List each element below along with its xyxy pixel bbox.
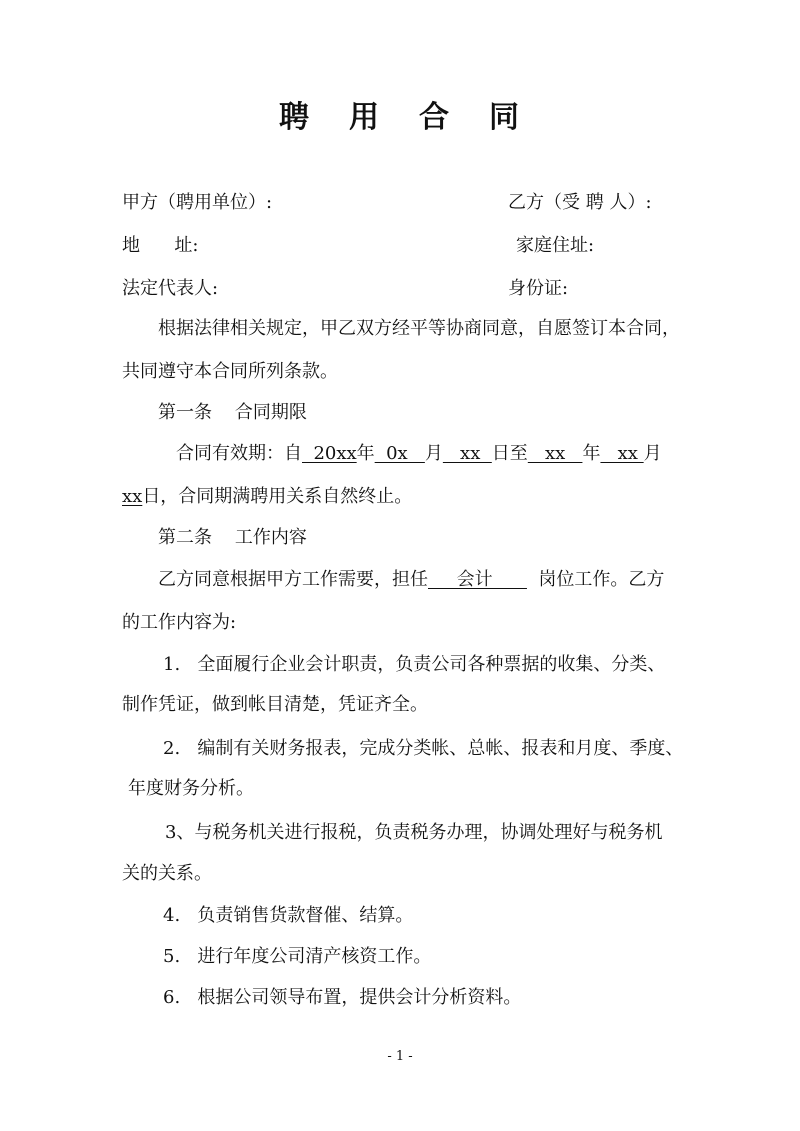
intro-paragraph-line: 共同遵守本合同所列条款。 — [122, 361, 338, 382]
job-duties-intro: 的工作内容为: — [122, 612, 237, 633]
duty-item: 关的关系。 — [122, 863, 212, 884]
home-address-label: 家庭住址: — [516, 235, 595, 256]
term-text: 月 — [643, 443, 662, 464]
duty-item: 2. 编制有关财务报表，完成分类帐、总帐、报表和月度、季度、 — [163, 738, 684, 759]
article-2-heading: 第二条 工作内容 — [158, 527, 307, 548]
page-number: - 1 - — [387, 1049, 413, 1064]
title-char: 用 — [349, 100, 381, 135]
duty-item: 4. 负责销售货款督催、结算。 — [163, 905, 414, 926]
title-char: 同 — [489, 100, 521, 135]
term-suffix: 日，合同期满聘用关系自然终止。 — [142, 486, 413, 507]
position-blank: 会计 — [428, 569, 527, 590]
term-text: 年 — [356, 443, 375, 464]
end-month-blank: xx — [600, 443, 644, 464]
contract-term-line — [176, 442, 662, 466]
duty-item: 6. 根据公司领导布置，提供会计分析资料。 — [163, 987, 522, 1008]
title-char: 合 — [419, 100, 451, 135]
start-year-blank: 20xx — [302, 443, 357, 464]
party-b-label: 乙方（受 聘 人）: — [508, 192, 652, 213]
intro-paragraph-line: 根据法律相关规定，甲乙双方经平等协商同意，自愿签订本合同， — [158, 318, 680, 339]
end-year-blank: xx — [527, 443, 583, 464]
duty-item: 1. 全面履行企业会计职责，负责公司各种票据的收集、分类、 — [163, 654, 666, 675]
address-label: 地 址: — [122, 235, 199, 256]
title-char: 聘 — [279, 100, 311, 135]
job-position-line — [158, 568, 664, 592]
duty-item: 5. 进行年度公司清产核资工作。 — [163, 946, 432, 967]
end-day-blank: xx — [122, 486, 143, 507]
job-suffix: 岗位工作。乙方 — [526, 569, 665, 590]
article-1-heading: 第一条 合同期限 — [158, 402, 307, 423]
duty-item: 制作凭证，做到帐目清楚，凭证齐全。 — [122, 694, 428, 715]
term-text: 年 — [582, 443, 601, 464]
job-prefix: 乙方同意根据甲方工作需要，担任 — [158, 569, 428, 590]
contract-term-line — [122, 485, 412, 509]
term-text: 月 — [424, 443, 443, 464]
duty-item: 3、与税务机关进行报税，负责税务办理，协调处理好与税务机 — [165, 822, 663, 843]
id-number-label: 身份证: — [508, 278, 569, 299]
start-month-blank: 0x — [374, 443, 425, 464]
term-prefix: 合同有效期：自 — [176, 443, 302, 464]
document-title — [0, 98, 800, 138]
duty-item: 年度财务分析。 — [128, 778, 254, 799]
term-text: 日至 — [491, 443, 528, 464]
start-day-blank: xx — [442, 443, 492, 464]
legal-representative-label: 法定代表人: — [122, 278, 219, 299]
party-a-label: 甲方（聘用单位）: — [122, 192, 273, 213]
